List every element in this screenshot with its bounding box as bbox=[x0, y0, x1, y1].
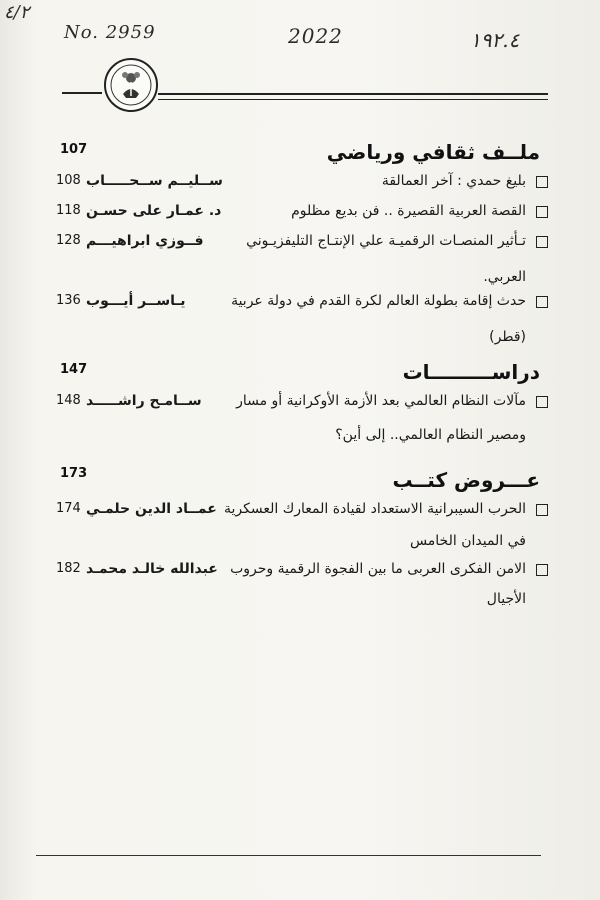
entry-title: القصة العربية القصيرة .. فن بديع مظلوم bbox=[291, 203, 526, 219]
toc-entry bbox=[56, 200, 550, 222]
toc-entry bbox=[56, 558, 550, 610]
entry-author: يـاســر أيـــوب bbox=[86, 293, 186, 309]
entry-title-continuation: ومصير النظام العالمي.. إلى أين؟ bbox=[335, 427, 526, 443]
entry-title-continuation: العربي. bbox=[483, 269, 526, 285]
handwritten-issue: ١٩٢.٤ bbox=[470, 28, 520, 52]
entry-author: فــوزي ابراهيـــم bbox=[86, 233, 204, 249]
section-page-number: 147 bbox=[60, 362, 88, 377]
toc-entry bbox=[56, 290, 550, 348]
checkbox-icon bbox=[536, 236, 548, 248]
journal-logo-icon bbox=[104, 58, 158, 112]
checkbox-icon bbox=[536, 564, 548, 576]
entry-title: الحرب السيبرانية الاستعداد لقيادة المعارك العسكرية bbox=[224, 501, 526, 517]
handwritten-serial-number: No. 2959 bbox=[64, 22, 156, 43]
entry-page: 108 bbox=[56, 173, 81, 188]
entry-title: حدث إقامة بطولة العالم لكرة القدم في دولة عربية bbox=[231, 293, 526, 309]
checkbox-icon bbox=[536, 296, 548, 308]
handwritten-year: 2022 bbox=[288, 24, 343, 48]
header-rule-right bbox=[158, 93, 548, 95]
entry-page: 174 bbox=[56, 501, 81, 516]
entry-title: الامن الفكرى العربى ما بين الفجوة الرقمية وحروب bbox=[230, 561, 526, 577]
entry-author: د. عمـار على حسـن bbox=[86, 203, 222, 219]
entry-title: بليغ حمدي : آخر العمالقة bbox=[381, 173, 526, 189]
toc-entry bbox=[56, 230, 550, 288]
entry-author: عمــاد الدين حلمـي bbox=[86, 501, 217, 517]
entry-page: 148 bbox=[56, 393, 81, 408]
toc-entry bbox=[56, 170, 550, 192]
footer-rule bbox=[36, 855, 541, 856]
entry-title: مآلات النظام العالمي بعد الأزمة الأوكرانية أو مسار bbox=[236, 393, 526, 409]
checkbox-icon bbox=[536, 396, 548, 408]
entry-page: 118 bbox=[56, 203, 81, 218]
section-title: عـــروض كتــب bbox=[392, 468, 540, 492]
entry-title-continuation: في الميدان الخامس bbox=[409, 533, 526, 549]
entry-title-continuation: (قطر) bbox=[489, 329, 526, 345]
entry-author: ســامـح راشـــــد bbox=[86, 393, 202, 409]
section-title: دراســـــــــات bbox=[402, 360, 540, 384]
section-title: ملــف ثقافي ورياضي bbox=[326, 140, 540, 164]
section-page-number: 173 bbox=[60, 466, 88, 481]
entry-page: 136 bbox=[56, 293, 81, 308]
toc-entry bbox=[56, 390, 550, 446]
checkbox-icon bbox=[536, 206, 548, 218]
section-page-number: 107 bbox=[60, 142, 88, 157]
toc-entry bbox=[56, 498, 550, 552]
entry-title-continuation: الأجيال bbox=[486, 591, 526, 607]
entry-author: ســليــم ســحـــــاب bbox=[86, 173, 223, 189]
handwritten-note-left: ٤/٢ bbox=[4, 2, 30, 23]
entry-title: تـأثير المنصـات الرقميـة علي الإنتـاج التليفزيـوني bbox=[246, 233, 526, 249]
entry-page: 182 bbox=[56, 561, 81, 576]
entry-author: عبدالله خالـد محمـد bbox=[86, 561, 218, 577]
header-rule-left bbox=[62, 92, 102, 94]
checkbox-icon bbox=[536, 176, 548, 188]
checkbox-icon bbox=[536, 504, 548, 516]
entry-page: 128 bbox=[56, 233, 81, 248]
header-rule-right-thin bbox=[158, 99, 548, 100]
